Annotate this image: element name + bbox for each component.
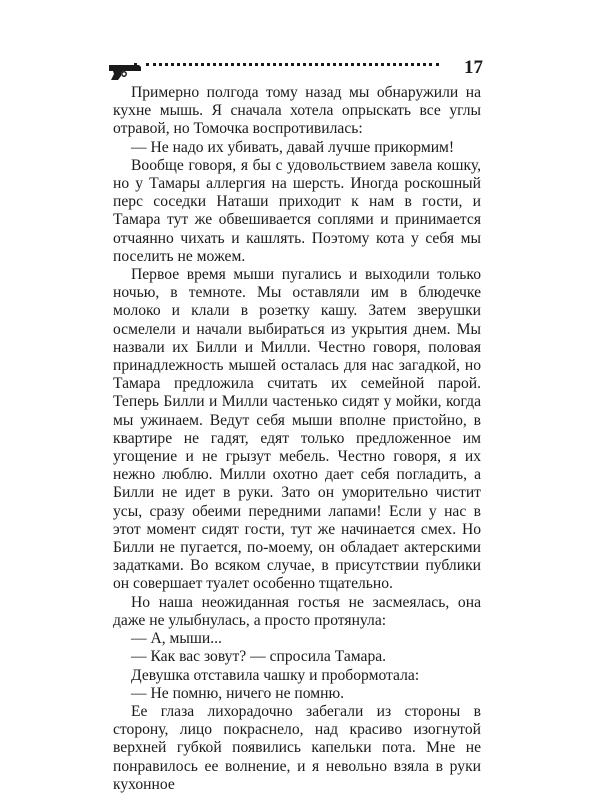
paragraph: — А, мыши... [131, 630, 222, 648]
paragraph: — Не надо их убивать, давай лучше прикормим! [131, 138, 455, 156]
paragraph: Вообще говоря, я бы с удовольствием завела кошку, но у Тамары аллергия на шерсть. Иногда роскошный перс соседки Наташи приходит к нам в гости, и Тамара тут же обвешивается соплями и принимается отчаянно чихать и кашлять. Поэтому кота у себя мы поселить не можем. [113, 156, 481, 265]
page-number: 17 [464, 57, 483, 78]
paragraph: — Не помню, ничего не помню. [131, 684, 345, 702]
paragraph: Примерно полгода тому назад мы обнаружили на кухне мышь. Я сначала хотела опрыскать все углы отравой, но Томочка воспротивилась: [113, 84, 481, 138]
running-header [108, 57, 483, 84]
paragraph: Ее глаза лихорадочно забегали из стороны в сторону, лицо покраснело, над красиво изогнутой верхней губкой появились капельки пота. Мне не понравилось ее волнение, и я невольно взяла в руки кухонное [113, 702, 481, 793]
revolver-icon [108, 62, 142, 82]
paragraph: Но наша неожиданная гостья не засмеялась, она даже не улыбнулась, а просто протянула: [113, 593, 481, 629]
header-dotted-rule [146, 63, 439, 72]
paragraph: Первое время мыши пугались и выходили только ночью, в темноте. Мы оставляли им в блюдечке молоко и клали в розетку кашу. Затем зверушки осмелели и начали выбираться из укрытия днем. Мы назвали их Билли и Милли. Честно говоря, половая принадлежность мышей осталась для нас загадкой, но Тамара предложила считать их семейной парой. Теперь Билли и Милли частенько сидят у мойки, когда мы ужинаем. Ведут себя мыши вполне пристойно, в квартире не гадят, едят только предложенное им угощение и не грызут мебель. Честно говоря, я их нежно люблю. Милли охотно дает себя погладить, а Билли не идет в руки. Зато он уморительно чистит усы, сразу обеими передними лапами! Если у нас в этот момент сидят гости, тут же начинается смех. Но Билли не пугается, по-моему, он обладает актерскими задатками. Во всяком случае, в присутствии публики он совершает туалет особенно тщательно. [113, 266, 481, 593]
paragraph: Девушка отставила чашку и пробормотала: [131, 666, 420, 684]
body-text [113, 84, 481, 794]
paragraph: — Как вас зовут? — спросила Тамара. [131, 648, 387, 666]
